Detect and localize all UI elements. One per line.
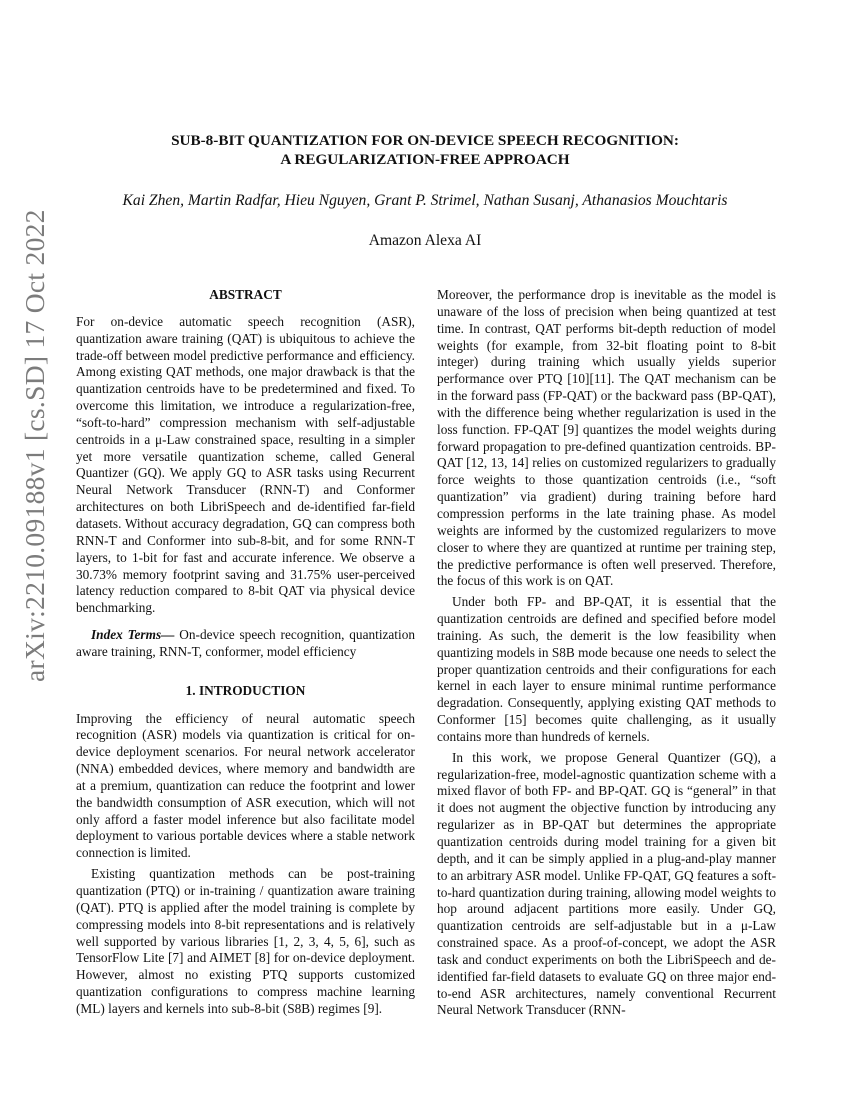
index-terms-label: Index Terms— xyxy=(91,627,175,643)
intro-paragraph-5: In this work, we propose General Quantizer (GQ), a regularization-free, model-agnostic quantization scheme with a mixed flavor of both FP- and BP-QAT. GQ is “general” in that it does not augment the objective function by introducing any regularizer as in BP-QAT but determines the appropriate quantization centroids during model training for a given bit depth, and it can be simply applied in a plug-and-play manner to an arbitrary ASR model. Unlike FP-QAT, GQ features a soft-to-hard quantization during training, allowing model weights to hop around adjacent partitions more easily. Under GQ, quantization centroids are self-adjustable but in a μ-Law constrained space. As a proof-of-concept, we adopt the ASR task and conduct experiments on both the LibriSpeech and de-identified far-field datasets to evaluate GQ on three major end-to-end ASR architectures, namely conventional Recurrent Neural Network Transducer (RNN- xyxy=(437,749,776,1018)
intro-paragraph-4: Under both FP- and BP-QAT, it is essential that the quantization centroids are defined and specified before model training. As such, the demerit is the low feasibility when quantizing models in S8B mode because one needs to select the proper quantization centroids and their configurations for each kernel in each layer to ensure minimal runtime performance degradation. Consequently, applying existing QAT methods to Conformer [15] becomes quite challenging, as it usually contains more than hundreds of kernels. xyxy=(437,594,776,744)
introduction-heading: 1. INTRODUCTION xyxy=(185,682,306,698)
abstract-heading: ABSTRACT xyxy=(209,287,282,302)
author-list: Kai Zhen, Martin Radfar, Hieu Nguyen, Grant P. Strimel, Nathan Susanj, Athanasios Mouchtaris xyxy=(122,192,728,209)
arxiv-stamp[interactable]: arXiv:2210.09188v1 [cs.SD] 17 Oct 2022 xyxy=(19,209,50,682)
intro-paragraph-2: Existing quantization methods can be post-training quantization (PTQ) or in-training / quantization aware training (QAT). PTQ is applied after the model training is complete by compressing models into 8-bit representations and is relatively well supported by various libraries [1, 2, 3, 4, 5, 6], such as TensorFlow Lite [7] and AIMET [8] for on-device deployment. However, almost no existing PTQ supports customized quantization configurations to compress machine learning (ML) layers and kernels into sub-8-bit (S8B) regimes [9]. xyxy=(76,866,415,1016)
index-terms-text: On-device speech recognition, quantization aware training, RNN-T, conformer, model efficiency xyxy=(76,627,415,659)
title-line-2: A REGULARIZATION-FREE APPROACH xyxy=(280,151,570,168)
title-line-1: SUB-8-BIT QUANTIZATION FOR ON-DEVICE SPEECH RECOGNITION: xyxy=(171,132,679,149)
paper-title xyxy=(75,131,775,169)
left-column xyxy=(76,287,415,1018)
abstract-text: For on-device automatic speech recognition (ASR), quantization aware training (QAT) is ubiquitous to achieve the trade-off between model predictive performance and efficiency. Among existing QAT methods, one major drawback is that the quantization centroids have to be predetermined and fixed. To overcome this limitation, we introduce a regularization-free, “soft-to-hard” compression mechanism with self-adjustable centroids in a μ-Law constrained space, resulting in a simpler yet more versatile quantization scheme, called General Quantizer (GQ). We apply GQ to ASR tasks using Recurrent Neural Network Transducer (RNN-T) and Conformer architectures on both LibriSpeech and de-identified far-field datasets. Without accuracy degradation, GQ can compress both RNN-T and Conformer into sub-8-bit, and for some RNN-T layers, to 1-bit for fast and accurate inference. We observe a 30.73% memory footprint saving and 31.75% user-perceived latency reduction compared to 8-bit QAT via physical device benchmarking. xyxy=(76,313,415,616)
index-terms xyxy=(76,627,415,661)
affiliation: Amazon Alexa AI xyxy=(368,232,482,249)
intro-paragraph-1: Improving the efficiency of neural automatic speech recognition (ASR) models via quantization is critical for on-device deployment scenarios. For neural network accelerator (NNA) embedded devices, where memory and bandwidth are at a premium, quantization can reduce the footprint and lower the bandwidth consumption of ASR execution, which will not only afford a faster model inference but also facilitate model deployment to various portable devices where a stable network connection is limited. xyxy=(76,710,415,861)
intro-paragraph-3: Moreover, the performance drop is inevitable as the model is unaware of the loss of precision when being quantized at test time. In contrast, QAT performs bit-depth reduction of model weights (for example, from 32-bit floating point to 8-bit integer) during training which usually yields superior performance over PTQ [10][11]. The QAT mechanism can be in the forward pass (FP-QAT) or the backward pass (BP-QAT), with the difference being whether regularization is used in the loss function. FP-QAT [9] quantizes the model weights during forward propagation to pre-defined quantization centroids. BP-QAT [12, 13, 14] relies on customized regularizers to gradually force weights to those quantization centroids (i.e., “soft quantization” via gradient) during training before hard compression performs in the late training phase. As model weights are informed by the customized regularizers to move closer to where they are quantized at runtime per training step, the predictive performance is often well preserved. Therefore, the focus of this work is on QAT. xyxy=(437,287,776,589)
right-column xyxy=(437,287,776,1019)
